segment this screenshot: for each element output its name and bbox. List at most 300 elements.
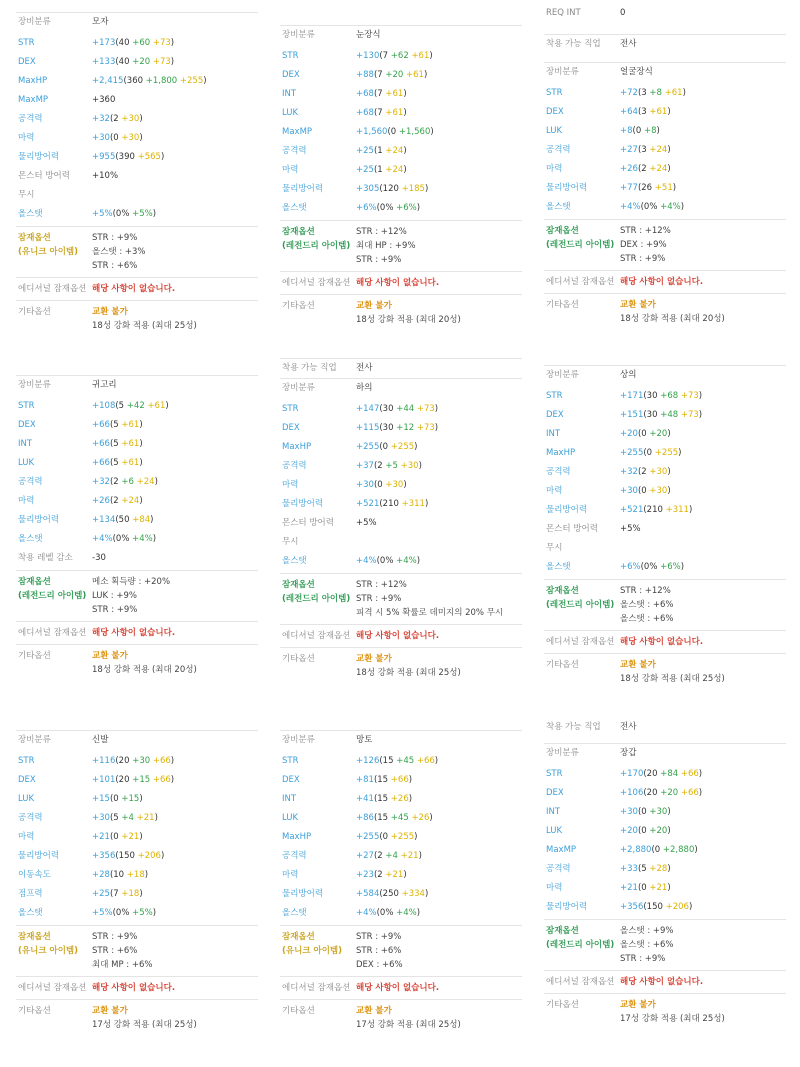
- stat-row: [544, 141, 786, 160]
- stat-label: 이동속도: [18, 870, 51, 880]
- stat-value: +5%(0% +5%): [92, 908, 157, 918]
- stat-row: [544, 84, 786, 103]
- stat-row: [280, 419, 522, 438]
- category-row: 장비분류 상의: [544, 365, 786, 385]
- stat-value: +37(2 +5 +30): [356, 461, 422, 471]
- stat-label: 마력: [546, 486, 563, 496]
- stat-row: [16, 809, 258, 828]
- stat-value: +30(0 +30): [356, 480, 407, 490]
- stat-value: +8(0 +8): [620, 126, 660, 136]
- stat-row: [544, 822, 786, 841]
- stat-row: [16, 549, 258, 568]
- stat-value: +64(3 +61): [620, 107, 671, 117]
- potential-line: STR : +9%: [620, 254, 666, 264]
- stat-row: [544, 387, 786, 406]
- potential-line: 올스탯 : +6%: [620, 940, 674, 950]
- stat-row: [280, 161, 522, 180]
- stat-row: [16, 885, 258, 904]
- stat-label: DEX: [282, 775, 300, 785]
- stat-list: [544, 763, 786, 919]
- potential-line: STR : +9%: [92, 605, 138, 615]
- stat-label: 물리방어력: [282, 184, 324, 194]
- stat-label: 물리방어력: [18, 851, 60, 861]
- stat-row: [16, 435, 258, 454]
- stat-label: 물리방어력: [282, 499, 324, 509]
- stat-value: +5%(0% +5%): [92, 209, 157, 219]
- stat-label: INT: [546, 429, 561, 439]
- category-row: 장비분류 모자: [16, 12, 258, 32]
- stat-value: +21(0 +21): [92, 832, 143, 842]
- stat-row: [280, 552, 522, 571]
- stat-row: [544, 179, 786, 198]
- item-card-pants: [280, 358, 522, 684]
- item-card-shoes: [16, 730, 258, 1036]
- stat-list: [16, 32, 258, 226]
- potential-row: 잠재옵션 (레전드리 아이템) STR : +12% STR : +9% 피격 시 5% 확률로 데미지의 20% 무시: [280, 573, 522, 624]
- additional-potential-row: 에디셔널 잠재옵션 해당 사항이 없습니다.: [544, 270, 786, 293]
- stat-label: LUK: [546, 826, 563, 836]
- stat-value: +360: [92, 95, 116, 105]
- stat-value: +2,880(0 +2,880): [620, 845, 698, 855]
- stat-label: 마력: [18, 832, 35, 842]
- stat-value: +4%(0% +4%): [356, 908, 421, 918]
- stat-label: 마력: [18, 496, 35, 506]
- stat-row: [280, 438, 522, 457]
- additional-potential-row: 에디셔널 잠재옵션 해당 사항이 없습니다.: [16, 277, 258, 300]
- stat-label: 공격력: [282, 146, 307, 156]
- stat-row: [16, 91, 258, 110]
- stat-value: +173(40 +60 +73): [92, 38, 175, 48]
- stat-label: 공격력: [18, 114, 43, 124]
- stat-label: INT: [282, 89, 297, 99]
- category-row: 장비분류 귀고리: [16, 375, 258, 395]
- stat-value: +356(150 +206): [92, 851, 165, 861]
- potential-line: STR : +12%: [356, 580, 407, 590]
- potential-line: STR : +9%: [356, 932, 402, 942]
- stat-row: [280, 457, 522, 476]
- stat-row: [16, 473, 258, 492]
- potential-row: 잠재옵션 (레전드리 아이템) STR : +12% 올스탯 : +6% 올스탯 : +6%: [544, 579, 786, 630]
- stat-label: 올스탯: [282, 556, 307, 566]
- stat-row: [544, 558, 786, 577]
- stat-label: 올스탯: [282, 203, 307, 213]
- stat-value: +115(30 +12 +73): [356, 423, 439, 433]
- stat-value: +26(2 +24): [92, 496, 143, 506]
- stat-row: [16, 530, 258, 549]
- stat-value: +4%(0% +4%): [356, 556, 421, 566]
- stat-label: 물리방어력: [546, 902, 588, 912]
- potential-row: 잠재옵션 (유니크 아이템) STR : +9% 올스탯 : +3% STR : +6%: [16, 226, 258, 277]
- potential-line: 올스탯 : +6%: [620, 614, 674, 624]
- stat-value: +26(2 +24): [620, 164, 671, 174]
- additional-potential-row: 에디셔널 잠재옵션 해당 사항이 없습니다.: [16, 976, 258, 999]
- stat-row: [280, 866, 522, 885]
- stat-row: [280, 180, 522, 199]
- potential-row: 잠재옵션 (레전드리 아이템) STR : +12% DEX : +9% STR : +9%: [544, 219, 786, 270]
- stat-row: [280, 771, 522, 790]
- stat-value: +15(0 +15): [92, 794, 143, 804]
- stat-value: +32(2 +6 +24): [92, 477, 158, 487]
- stat-value: +255(0 +255): [356, 832, 418, 842]
- stat-row: [544, 160, 786, 179]
- stat-label: DEX: [18, 420, 36, 430]
- category-row: 장비분류 망토: [280, 730, 522, 750]
- stat-value: +20(0 +20): [620, 429, 671, 439]
- stat-value: +20(0 +20): [620, 826, 671, 836]
- stat-label: MaxMP: [282, 127, 313, 137]
- stat-value: +521(210 +311): [620, 505, 693, 515]
- stat-label: MaxHP: [282, 832, 312, 842]
- stat-value: +32(2 +30): [92, 114, 143, 124]
- stat-row: [16, 752, 258, 771]
- stat-value: +28(10 +18): [92, 870, 149, 880]
- stat-value: +147(30 +44 +73): [356, 404, 439, 414]
- potential-line: 메소 획득량 : +20%: [92, 577, 171, 587]
- stat-value: +77(26 +51): [620, 183, 677, 193]
- stat-value: +151(30 +48 +73): [620, 410, 703, 420]
- potential-line: STR : +9%: [92, 932, 138, 942]
- job-row: 착용 가능 직업 전사: [280, 358, 522, 378]
- stat-row: [280, 790, 522, 809]
- stat-row: [16, 828, 258, 847]
- misc-row: 기타옵션 교환 불가 18성 강화 적용 (최대 25성): [16, 300, 258, 337]
- stat-label: STR: [18, 38, 35, 48]
- potential-line: STR : +9%: [620, 954, 666, 964]
- additional-potential-row: 에디셔널 잠재옵션 해당 사항이 없습니다.: [280, 624, 522, 647]
- item-card-cape: [280, 730, 522, 1036]
- potential-line: 최대 MP : +6%: [92, 960, 153, 970]
- stat-label: 공격력: [282, 461, 307, 471]
- stat-row: [544, 103, 786, 122]
- stat-value: +25(1 +24): [356, 165, 407, 175]
- stat-label: STR: [282, 756, 299, 766]
- stat-label: 마력: [546, 164, 563, 174]
- stat-list: [280, 750, 522, 925]
- stat-row: [544, 803, 786, 822]
- job-row: 착용 가능 직업 전사: [546, 722, 637, 732]
- item-card-hat: [16, 12, 258, 337]
- stat-value: +305(120 +185): [356, 184, 429, 194]
- stat-row: [16, 511, 258, 530]
- stat-row: [544, 765, 786, 784]
- stat-label: INT: [18, 439, 33, 449]
- stat-value: +66(5 +61): [92, 458, 143, 468]
- stat-row: [544, 425, 786, 444]
- potential-line: 올스탯 : +3%: [92, 247, 146, 257]
- stat-value: +66(5 +61): [92, 420, 143, 430]
- stat-value: +584(250 +334): [356, 889, 429, 899]
- stat-row: [280, 514, 522, 552]
- category-row: 장비분류 하의: [280, 378, 522, 398]
- stat-value: +86(15 +45 +26): [356, 813, 433, 823]
- stat-row: [16, 53, 258, 72]
- stat-label: 물리방어력: [282, 889, 324, 899]
- stat-value: +30(0 +30): [92, 133, 143, 143]
- stat-label: 마력: [282, 870, 299, 880]
- misc-row: 기타옵션 교환 불가 17성 강화 적용 (최대 25성): [280, 999, 522, 1036]
- stat-label: STR: [18, 401, 35, 411]
- stat-value: +126(15 +45 +66): [356, 756, 439, 766]
- stat-row: [16, 454, 258, 473]
- stat-value: +72(3 +8 +61): [620, 88, 686, 98]
- additional-potential-row: 에디셔널 잠재옵션 해당 사항이 없습니다.: [544, 970, 786, 993]
- stat-row: [16, 847, 258, 866]
- stat-value: +106(20 +20 +66): [620, 788, 703, 798]
- stat-label: 올스탯: [18, 534, 43, 544]
- stat-value: +27(3 +24): [620, 145, 671, 155]
- stat-label: MaxHP: [282, 442, 312, 452]
- stat-list: [544, 385, 786, 579]
- item-card-top: [544, 365, 786, 690]
- stat-label: 공격력: [18, 477, 43, 487]
- stat-row: [544, 122, 786, 141]
- stat-value: +2,415(360 +1,800 +255): [92, 76, 207, 86]
- stat-value: +27(2 +4 +21): [356, 851, 422, 861]
- stat-row: [544, 463, 786, 482]
- potential-line: STR : +12%: [356, 227, 407, 237]
- stat-label: 공격력: [282, 851, 307, 861]
- stat-value: +30(0 +30): [620, 807, 671, 817]
- stat-label: STR: [546, 88, 563, 98]
- stat-label: 올스탯: [18, 209, 43, 219]
- stat-row: [280, 476, 522, 495]
- stat-value: +21(0 +21): [620, 883, 671, 893]
- stat-row: [544, 406, 786, 425]
- potential-line: DEX : +6%: [356, 960, 403, 970]
- item-card-eye-accessory: [280, 25, 522, 331]
- stat-label: DEX: [546, 410, 564, 420]
- category-row: 장비분류 신발: [16, 730, 258, 750]
- stat-row: [544, 860, 786, 879]
- stat-label: 몬스터 방어력 무시: [18, 171, 70, 200]
- stat-row: [280, 85, 522, 104]
- stat-value: +30(5 +4 +21): [92, 813, 158, 823]
- stat-row: [544, 841, 786, 860]
- stat-label: STR: [282, 404, 299, 414]
- stat-value: +6%(0% +6%): [356, 203, 421, 213]
- stat-value: -30: [92, 553, 106, 563]
- stat-label: 올스탯: [546, 562, 571, 572]
- stat-label: DEX: [546, 107, 564, 117]
- stat-label: DEX: [282, 423, 300, 433]
- stat-value: +116(20 +30 +66): [92, 756, 175, 766]
- req-int-row: REQ INT 0: [546, 8, 626, 18]
- stat-row: [544, 444, 786, 463]
- additional-potential-row: 에디셔널 잠재옵션 해당 사항이 없습니다.: [280, 271, 522, 294]
- stat-row: [16, 397, 258, 416]
- stat-value: +521(210 +311): [356, 499, 429, 509]
- stat-label: 점프력: [18, 889, 43, 899]
- stat-row: [280, 847, 522, 866]
- stat-label: STR: [546, 769, 563, 779]
- stat-value: +68(7 +61): [356, 108, 407, 118]
- stat-value: +25(1 +24): [356, 146, 407, 156]
- stat-row: [16, 110, 258, 129]
- potential-row: 잠재옵션 (레전드리 아이템) STR : +12% 최대 HP : +9% STR : +9%: [280, 220, 522, 271]
- potential-line: 올스탯 : +9%: [620, 926, 674, 936]
- potential-line: LUK : +9%: [92, 591, 137, 601]
- stat-row: [280, 885, 522, 904]
- stat-value: +170(20 +84 +66): [620, 769, 703, 779]
- stat-row: [16, 492, 258, 511]
- stat-label: 올스탯: [18, 908, 43, 918]
- potential-line: 올스탯 : +6%: [620, 600, 674, 610]
- stat-label: 마력: [282, 480, 299, 490]
- stat-list: [280, 45, 522, 220]
- stat-value: +4%(0% +4%): [92, 534, 157, 544]
- stat-value: +108(5 +42 +61): [92, 401, 169, 411]
- stat-value: +68(7 +61): [356, 89, 407, 99]
- stat-value: +171(30 +68 +73): [620, 391, 703, 401]
- stat-value: +25(7 +18): [92, 889, 143, 899]
- potential-line: STR : +12%: [620, 226, 671, 236]
- stat-value: +10%: [92, 171, 119, 181]
- potential-line: STR : +9%: [92, 233, 138, 243]
- stat-value: +356(150 +206): [620, 902, 693, 912]
- stat-label: DEX: [282, 70, 300, 80]
- stat-row: [16, 904, 258, 923]
- stat-row: [544, 482, 786, 501]
- stat-value: +133(40 +20 +73): [92, 57, 175, 67]
- stat-row: [280, 123, 522, 142]
- stat-label: 몬스터 방어력 무시: [546, 524, 598, 553]
- stat-row: [16, 34, 258, 53]
- stat-label: 공격력: [546, 145, 571, 155]
- stat-value: +33(5 +28): [620, 864, 671, 874]
- stat-value: +130(7 +62 +61): [356, 51, 433, 61]
- misc-row: 기타옵션 교환 불가 18성 강화 적용 (최대 20성): [544, 293, 786, 330]
- potential-line: STR : +6%: [356, 946, 402, 956]
- potential-line: 피격 시 5% 확률로 데미지의 20% 무시: [356, 608, 504, 618]
- stat-value: +101(20 +15 +66): [92, 775, 175, 785]
- stat-label: STR: [546, 391, 563, 401]
- stat-row: [280, 828, 522, 847]
- misc-row: 기타옵션 교환 불가 18성 강화 적용 (최대 25성): [544, 653, 786, 690]
- stat-row: [280, 495, 522, 514]
- item-card-gloves: [544, 718, 786, 1030]
- stat-value: +41(15 +26): [356, 794, 413, 804]
- stat-value: +955(390 +565): [92, 152, 165, 162]
- stat-row: [16, 790, 258, 809]
- misc-row: 기타옵션 교환 불가 17성 강화 적용 (최대 25성): [544, 993, 786, 1030]
- stat-value: +134(50 +84): [92, 515, 154, 525]
- stat-label: 올스탯: [546, 202, 571, 212]
- stat-label: 공격력: [546, 864, 571, 874]
- stat-label: INT: [546, 807, 561, 817]
- potential-row: 잠재옵션 (유니크 아이템) STR : +9% STR : +6% DEX : +6%: [280, 925, 522, 976]
- stat-label: LUK: [282, 813, 299, 823]
- stat-value: +5%: [620, 524, 641, 534]
- stat-row: [544, 198, 786, 217]
- stat-label: 마력: [546, 883, 563, 893]
- misc-row: 기타옵션 교환 불가 18성 강화 적용 (최대 20성): [280, 294, 522, 331]
- stat-label: 물리방어력: [546, 505, 588, 515]
- potential-line: STR : +6%: [92, 946, 138, 956]
- stat-row: [16, 148, 258, 167]
- stat-value: +1,560(0 +1,560): [356, 127, 434, 137]
- stat-list: [544, 82, 786, 219]
- potential-line: STR : +9%: [356, 594, 402, 604]
- stat-row: [544, 879, 786, 898]
- category-row: 장비분류 눈장식: [280, 25, 522, 45]
- stat-label: 공격력: [18, 813, 43, 823]
- category-row: 장비분류 장갑: [544, 743, 786, 763]
- category-row: 장비분류 얼굴장식: [544, 62, 786, 82]
- stat-label: LUK: [18, 794, 35, 804]
- stat-row: [280, 400, 522, 419]
- potential-line: 최대 HP : +9%: [356, 241, 416, 251]
- stat-row: [280, 142, 522, 161]
- stat-label: DEX: [18, 57, 36, 67]
- stat-label: MaxHP: [546, 448, 576, 458]
- stat-label: MaxMP: [18, 95, 49, 105]
- stat-row: [280, 904, 522, 923]
- stat-row: [280, 66, 522, 85]
- potential-line: STR : +12%: [620, 586, 671, 596]
- stat-value: +30(0 +30): [620, 486, 671, 496]
- stat-label: 몬스터 방어력 무시: [282, 518, 334, 547]
- misc-row: 기타옵션 교환 불가 17성 강화 적용 (최대 25성): [16, 999, 258, 1036]
- stat-label: 마력: [18, 133, 35, 143]
- stat-row: [16, 72, 258, 91]
- stat-row: [280, 104, 522, 123]
- stat-label: STR: [18, 756, 35, 766]
- stat-value: +66(5 +61): [92, 439, 143, 449]
- stat-label: 물리방어력: [18, 515, 60, 525]
- stat-value: +255(0 +255): [620, 448, 682, 458]
- stat-row: [16, 205, 258, 224]
- stat-value: +88(7 +20 +61): [356, 70, 428, 80]
- stat-list: [16, 395, 258, 570]
- stat-label: LUK: [546, 126, 563, 136]
- stat-label: DEX: [546, 788, 564, 798]
- stat-value: +6%(0% +6%): [620, 562, 685, 572]
- stat-row: [16, 167, 258, 205]
- stat-row: [280, 752, 522, 771]
- stat-label: 착용 레벨 감소: [18, 553, 73, 563]
- stat-row: [16, 866, 258, 885]
- stat-label: 물리방어력: [18, 152, 60, 162]
- stat-label: 물리방어력: [546, 183, 588, 193]
- stat-row: [16, 129, 258, 148]
- stat-row: [544, 784, 786, 803]
- stat-list: [280, 398, 522, 573]
- stat-label: MaxMP: [546, 845, 577, 855]
- potential-row: 잠재옵션 (레전드리 아이템) 올스탯 : +9% 올스탯 : +6% STR : +9%: [544, 919, 786, 970]
- misc-row: 기타옵션 교환 불가 18성 강화 적용 (최대 20성): [16, 644, 258, 681]
- stat-row: [544, 520, 786, 558]
- stat-value: +32(2 +30): [620, 467, 671, 477]
- potential-line: STR : +6%: [92, 261, 138, 271]
- additional-potential-row: 에디셔널 잠재옵션 해당 사항이 없습니다.: [280, 976, 522, 999]
- potential-row: 잠재옵션 (유니크 아이템) STR : +9% STR : +6% 최대 MP : +6%: [16, 925, 258, 976]
- stat-value: +23(2 +21): [356, 870, 407, 880]
- stat-row: [280, 199, 522, 218]
- stat-label: LUK: [18, 458, 35, 468]
- misc-row: 기타옵션 교환 불가 18성 강화 적용 (최대 25성): [280, 647, 522, 684]
- item-card-earring: [16, 375, 258, 681]
- potential-line: STR : +9%: [356, 255, 402, 265]
- stat-row: [280, 809, 522, 828]
- stat-label: INT: [282, 794, 297, 804]
- stat-value: +4%(0% +4%): [620, 202, 685, 212]
- stat-row: [544, 898, 786, 917]
- potential-line: DEX : +9%: [620, 240, 667, 250]
- stat-row: [16, 771, 258, 790]
- job-row: 착용 가능 직업 전사: [544, 34, 786, 54]
- potential-row: 잠재옵션 (레전드리 아이템) 메소 획득량 : +20% LUK : +9% STR : +9%: [16, 570, 258, 621]
- stat-row: [280, 47, 522, 66]
